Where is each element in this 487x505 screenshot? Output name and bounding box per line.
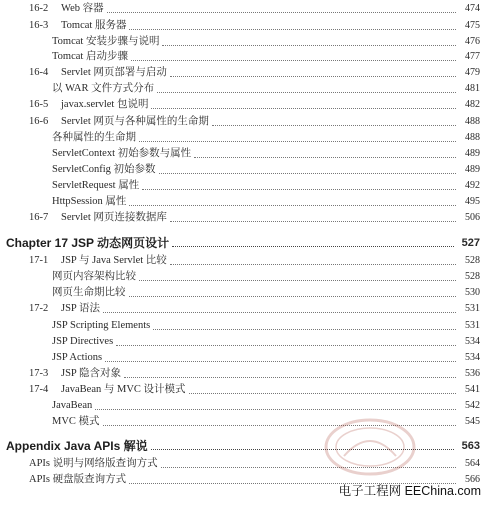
toc-page-number: 528 [465, 271, 480, 282]
toc-entry-title: 各种属性的生命期 [52, 132, 136, 143]
toc-subsection-row [0, 333, 487, 349]
toc-section-number: 17-3 [29, 368, 49, 379]
toc-entry-title: Servlet 网页部署与启动 [61, 67, 167, 78]
toc-section-number: 16-6 [29, 116, 49, 127]
toc-page-number: 474 [465, 3, 480, 14]
toc-page-number: 488 [465, 116, 480, 127]
toc-section-row [0, 252, 487, 268]
toc-page-number: 534 [465, 336, 480, 347]
toc-subsection-row [0, 33, 487, 49]
toc-entry-title: JSP Directives [52, 336, 114, 347]
toc-dot-leader [170, 221, 456, 222]
toc-entry-title: MVC 模式 [52, 416, 100, 427]
toc-page-number: 489 [465, 164, 480, 175]
toc-subsection-row [0, 129, 487, 145]
toc-section-number: 16-2 [29, 3, 49, 14]
toc-dot-leader [172, 246, 454, 247]
toc-chapter-row [0, 233, 487, 251]
toc-dot-leader [129, 29, 456, 30]
toc-page-number: 531 [465, 320, 480, 331]
toc-page-number: 489 [465, 148, 480, 159]
toc-page-number: 506 [465, 212, 480, 223]
toc-section-number: 16-4 [29, 67, 49, 78]
toc-dot-leader [162, 45, 456, 46]
toc-page-number: 488 [465, 132, 480, 143]
toc-entry-title: JSP Actions [52, 352, 103, 363]
toc-section-row [0, 209, 487, 225]
toc-section-number: 16-7 [29, 212, 49, 223]
toc-subsection-row [0, 397, 487, 413]
toc-dot-leader [131, 60, 456, 61]
toc-entry-title: 以 WAR 文件方式分布 [52, 83, 155, 94]
toc-page-number: 564 [465, 458, 480, 469]
toc-section-row [0, 381, 487, 397]
toc-subsection-row [0, 80, 487, 96]
toc-page-number: 476 [465, 36, 480, 47]
toc-subsection-row [0, 145, 487, 161]
toc-dot-leader [129, 296, 457, 297]
toc-section-number: 16-5 [29, 99, 49, 110]
toc-entry-title: Servlet 网页与各种属性的生命期 [61, 116, 209, 127]
toc-dot-leader [159, 173, 456, 174]
toc-page-number: 542 [465, 400, 480, 411]
toc-subsection-row [0, 177, 487, 193]
toc-section-row [0, 300, 487, 316]
toc-section-number: 16-3 [29, 20, 49, 31]
toc-page-number: 545 [465, 416, 480, 427]
toc-section-row [0, 113, 487, 129]
toc-subsection-row [0, 268, 487, 284]
toc-dot-leader [116, 345, 456, 346]
toc-entry-title: javax.servlet 包说明 [61, 99, 149, 110]
toc-page-number: 495 [465, 196, 480, 207]
toc-subsection-row [0, 455, 487, 471]
toc-subsection-row [0, 284, 487, 300]
toc-dot-leader [103, 312, 456, 313]
watermark-text: 电子工程网 EEChina.com [338, 484, 481, 498]
toc-dot-leader [170, 76, 456, 77]
toc-dot-leader [95, 409, 456, 410]
toc-section-number: 17-1 [29, 255, 49, 266]
toc-entry-title: JSP 语法 [61, 303, 101, 314]
toc-entry-title: 网页内容架构比较 [52, 271, 136, 282]
toc-page-number: 492 [465, 180, 480, 191]
toc-section-number: 17-4 [29, 384, 49, 395]
toc-entry-title: Tomcat 启动步骤 [52, 51, 128, 62]
toc-subsection-row [0, 317, 487, 333]
toc-dot-leader [189, 393, 456, 394]
toc-entry-title: Tomcat 安装步骤与说明 [52, 36, 160, 47]
toc-entry-title: JavaBean [52, 400, 93, 411]
toc-dot-leader [170, 264, 456, 265]
toc-page-number: 482 [465, 99, 480, 110]
toc-entry-title: JSP 隐含对象 [61, 368, 122, 379]
toc-dot-leader [129, 205, 456, 206]
toc-dot-leader [151, 449, 454, 450]
toc-dot-leader [157, 92, 456, 93]
toc-page-number: 541 [465, 384, 480, 395]
toc-dot-leader [142, 189, 456, 190]
toc-section-number: 17-2 [29, 303, 49, 314]
toc-page-number: 534 [465, 352, 480, 363]
toc-page-number: 563 [461, 440, 480, 452]
toc-entry-title: Servlet 网页连接数据库 [61, 212, 167, 223]
toc-entry-title: APIs 硬盘版查询方式 [29, 474, 127, 485]
toc-page-number: 531 [465, 303, 480, 314]
toc-dot-leader [212, 125, 456, 126]
toc-entry-title: 网页生命期比较 [52, 287, 126, 298]
toc-section-row [0, 365, 487, 381]
toc-dot-leader [194, 157, 456, 158]
toc-subsection-row [0, 349, 487, 365]
toc-section-row [0, 17, 487, 33]
toc-subsection-row [0, 48, 487, 64]
toc-page-number: 479 [465, 67, 480, 78]
toc-dot-leader [103, 425, 456, 426]
toc-entry-title: HttpSession 属性 [52, 196, 127, 207]
toc-entry-title: Web 容器 [61, 3, 104, 14]
toc-page-number: 481 [465, 83, 480, 94]
toc-entry-title: ServletContext 初始参数与属性 [52, 148, 192, 159]
toc-dot-leader [139, 141, 456, 142]
toc-dot-leader [105, 361, 456, 362]
toc-dot-leader [151, 108, 456, 109]
toc-entry-title: ServletConfig 初始参数 [52, 164, 156, 175]
toc-page-number: 536 [465, 368, 480, 379]
toc-dot-leader [139, 280, 456, 281]
toc-page-number: 528 [465, 255, 480, 266]
toc-section-row [0, 64, 487, 80]
toc-entry-title: APIs 说明与网络版查询方式 [29, 458, 158, 469]
toc-section-row [0, 0, 487, 16]
toc-entry-title: JSP 与 Java Servlet 比较 [61, 255, 167, 266]
toc-section-row [0, 96, 487, 112]
toc-dot-leader [153, 329, 456, 330]
toc-dot-leader [124, 377, 456, 378]
toc-page-number: 566 [465, 474, 480, 485]
toc-entry-title: JavaBean 与 MVC 设计模式 [61, 384, 186, 395]
toc-entry-title: JSP Scripting Elements [52, 320, 151, 331]
toc-entry-title: Chapter 17 JSP 动态网页设计 [6, 236, 170, 250]
toc-subsection-row [0, 413, 487, 429]
toc-entry-title: Appendix Java APIs 解说 [6, 439, 148, 453]
toc-page-number: 475 [465, 20, 480, 31]
toc-subsection-row [0, 161, 487, 177]
toc-entry-title: ServletRequest 属性 [52, 180, 140, 191]
toc-page-number: 527 [461, 237, 480, 249]
toc-entry-title: Tomcat 服务器 [61, 20, 127, 31]
toc-chapter-row [0, 436, 487, 454]
toc-subsection-row [0, 193, 487, 209]
toc-page-number: 477 [465, 51, 480, 62]
toc-dot-leader [107, 12, 456, 13]
toc-dot-leader [161, 467, 456, 468]
toc-page-number: 530 [465, 287, 480, 298]
